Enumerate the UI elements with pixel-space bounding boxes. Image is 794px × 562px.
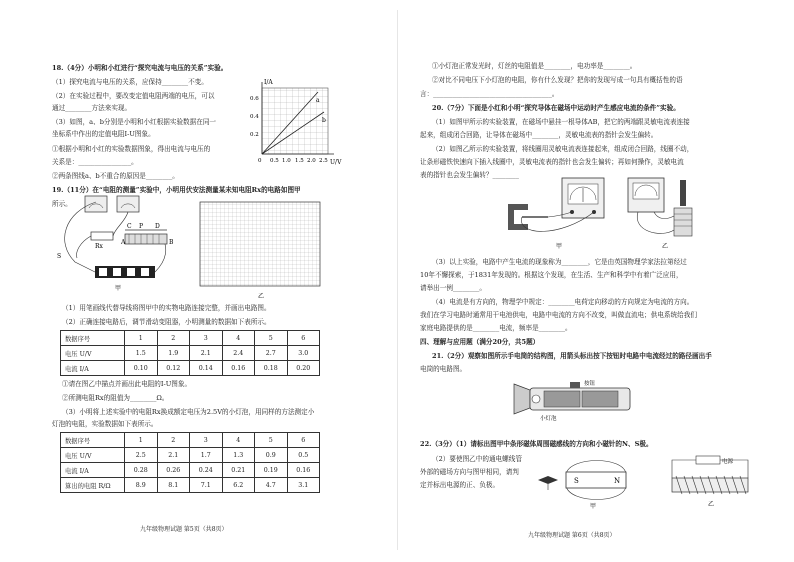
- bar-magnet-icon: [680, 180, 686, 206]
- table-header-cell: 4: [222, 331, 255, 346]
- q20-part1b: 起来，组成闭合回路，让导体在磁场中________，灵敏电流表的指针会发生偏转。: [420, 131, 658, 139]
- table-row: [61, 361, 320, 376]
- q18-x-tick: 2.0: [307, 158, 316, 164]
- table-cell: 0.14: [190, 361, 223, 376]
- table-cell: 2.7: [255, 346, 288, 361]
- q18-line-label-b: b: [322, 117, 326, 124]
- q20-fig-yi-caption: 乙: [662, 243, 669, 250]
- table-row-label: 电流 I/A: [61, 361, 125, 376]
- q21-title: 21.（2分）观察如图所示手电筒的结构图，用箭头标出按下按钮时电路中电流经过的路径画出手: [432, 352, 712, 360]
- battery-icon: [582, 391, 618, 407]
- q22-part2b: 外部的磁场方向与图甲相同，请判: [420, 468, 519, 476]
- q18-y-tick: 0.2: [250, 132, 259, 138]
- q20-title: 20.（7分）下面是小红和小明“探究导体在磁场中运动时产生感应电流的条件”实验。: [432, 104, 680, 112]
- compass-needle-icon: [538, 476, 558, 484]
- table-row: [61, 331, 320, 346]
- table-header-cell: 1: [125, 433, 158, 448]
- q18-x-tick: 0: [258, 158, 262, 164]
- circuit-label-rx: Rx: [95, 243, 103, 250]
- q18-part1: （1）探究电流与电压的关系，应保持________不变。: [52, 78, 208, 86]
- circuit-label-p: P: [139, 223, 144, 230]
- table-cell: 3.1: [287, 478, 320, 493]
- q21-flashlight-figure: [510, 376, 640, 422]
- table-header-cell: 4: [222, 433, 255, 448]
- circuit-label-b: B: [169, 239, 174, 246]
- q18-part3b: 坐标系中作出的定值电阻I-U图象。: [52, 130, 155, 138]
- left-page-footer: 九年级物理试题 第5页（共8页）: [140, 526, 228, 533]
- coil-icon: [674, 208, 692, 236]
- q20-part2c: 表的指针也会发生偏转？________: [420, 171, 519, 179]
- table-header-cell: 5: [255, 433, 288, 448]
- table-cell: 2.4: [222, 346, 255, 361]
- q18-y-tick: 0.4: [250, 114, 259, 120]
- table-header-cell: 数据序号: [61, 433, 125, 448]
- table-cell: 4.7: [255, 478, 288, 493]
- table-cell: 0.12: [157, 361, 190, 376]
- q19-part1: （1）用笔画线代替导线将图甲中的实物电路连接完整，并画出电路图。: [62, 304, 271, 312]
- q22-title: 22.（3分）（1）请标出图甲中条形磁体周围磁感线的方向和小磁针的N、S极。: [420, 440, 653, 448]
- table-header-cell: 6: [287, 331, 320, 346]
- q18-part2a: （2）在实验过程中，要改变定值电阻两端的电压，可以: [52, 92, 215, 100]
- table-cell: 2.5: [125, 448, 158, 463]
- table-header-cell: 1: [125, 331, 158, 346]
- table-cell: 7.1: [190, 478, 223, 493]
- table-cell: 0.26: [157, 463, 190, 478]
- q22-figure-yi: [660, 452, 760, 508]
- q18-x-tick: 0.5: [270, 158, 279, 164]
- table-row: [61, 448, 320, 463]
- page-divider: [397, 10, 398, 550]
- q19-graph-grid: [196, 200, 326, 300]
- circuit-label-d: D: [155, 223, 160, 230]
- q18-x-axis-label: U/V: [330, 159, 342, 166]
- table-cell: 1.7: [190, 448, 223, 463]
- q22-part2a: （2）要使图乙中的通电螺线管: [432, 455, 522, 463]
- flashlight-icon: [514, 384, 530, 414]
- magnet-s-pole: S: [574, 477, 579, 485]
- q22-fig-yi-caption: 乙: [708, 501, 715, 508]
- q20-figure-yi: [622, 176, 712, 252]
- q18-part3c: ①根据小明和小红的实验数据图象，得出电流与电压的: [52, 145, 211, 153]
- right-top-line2: ②对比不同电压下小灯泡的电阻，你有什么发现？把你的发现写成一句具有概括性的语: [432, 76, 683, 84]
- table-cell: 8.1: [157, 478, 190, 493]
- table-header-cell: 5: [255, 331, 288, 346]
- q18-part3a: （3）如图，a、b分别是小明和小红根据实验数据在同一: [52, 118, 217, 126]
- q18-x-tick: 2.5: [319, 158, 328, 164]
- table-cell: 0.21: [222, 463, 255, 478]
- circuit-label-c: C: [127, 223, 132, 230]
- q18-line-label-a: a: [316, 97, 320, 104]
- q19-question1: ①请在图乙中描点并画出此电阻的I-U图象。: [62, 380, 192, 388]
- q18-y-axis-label: I/A: [264, 79, 273, 86]
- q20-part1a: （1）如图甲所示的实验装置，在磁场中悬挂一根导体AB，把它的两端跟灵敏电流表连接: [432, 118, 690, 126]
- table-header-cell: 3: [190, 433, 223, 448]
- q20-part3a: （3）以上实验，电路中产生电流的现象称为________，它是由英国物理学家法拉第经过: [432, 258, 687, 266]
- table-header-cell: 2: [157, 331, 190, 346]
- table-cell: 0.24: [190, 463, 223, 478]
- table-header-cell: 3: [190, 331, 223, 346]
- battery-icon: [544, 391, 580, 407]
- power-source-icon: [696, 456, 720, 464]
- rheostat-icon: [125, 234, 167, 244]
- resistor-icon: [91, 232, 113, 240]
- q20-part2b: 让条形磁铁快速向下插入线圈中，灵敏电流表的指针也会发生偏转；再如何操作，灵敏电流: [420, 158, 684, 166]
- table-cell: 0.16: [287, 463, 320, 478]
- right-page-footer: 九年级物理试题 第6页（共8页）: [528, 532, 616, 539]
- table-cell: 0.10: [125, 361, 158, 376]
- right-top-line3: 言：____________________________________。: [420, 90, 559, 98]
- right-top-line1: ①小灯泡正常发光时，灯丝的电阻值是________，电功率是________。: [432, 62, 637, 70]
- table-cell: 1.3: [222, 448, 255, 463]
- q19-title2: 所示。: [52, 200, 72, 208]
- table-cell: 0.20: [287, 361, 320, 376]
- q19-circuit-figure: [55, 192, 175, 292]
- button-icon: [570, 382, 580, 388]
- table-cell: 0.9: [255, 448, 288, 463]
- table-row-label: 电压 U/V: [61, 346, 125, 361]
- table-cell: 0.5: [287, 448, 320, 463]
- table-row: [61, 433, 320, 448]
- table-cell: 2.1: [190, 346, 223, 361]
- table-cell: 1.5: [125, 346, 158, 361]
- q19-part3b: 灯泡的电阻，实验数据如下表所示。: [52, 420, 158, 428]
- q21-title2: 电筒的电路图。: [420, 365, 467, 373]
- table-cell: 0.16: [222, 361, 255, 376]
- table-row-label: 电压 U/V: [61, 448, 125, 463]
- table-cell: 6.2: [222, 478, 255, 493]
- q18-part3d: 关系是：________________。: [52, 158, 138, 166]
- magnet-n-pole: N: [614, 477, 621, 485]
- table-cell: 3.0: [287, 346, 320, 361]
- q19-fig-yi-caption: 乙: [258, 293, 265, 300]
- q22-figure-jia: [530, 452, 640, 508]
- table-cell: 0.28: [125, 463, 158, 478]
- q20-part4c: 家庭电路提供的是________电流，频率是________。: [420, 324, 572, 332]
- q22-part2c: 定并标出电源的正、负极。: [420, 481, 500, 489]
- table-cell: 0.19: [255, 463, 288, 478]
- circuit-label-a: A: [121, 239, 126, 246]
- q19-title: 19.（11分）在“电阻的测量”实验中，小明用伏安法测量某未知电阻Rx的电路如图甲: [52, 186, 301, 194]
- q20-fig-jia-caption: 甲: [556, 243, 563, 250]
- q21-bulb-label: 小灯泡: [540, 416, 557, 422]
- table-row: [61, 478, 320, 493]
- q19-fig-jia-caption: 甲: [115, 285, 122, 292]
- table-row-label: 电流 I/A: [61, 463, 125, 478]
- table-row-label: 算出的电阻 R/Ω: [61, 478, 125, 493]
- q18-y-tick: 0.6: [250, 96, 259, 102]
- q19-table2: [60, 432, 320, 493]
- q20-part3b: 10年不懈探索，于1831年发现的。根据这个发现，在生活、生产和科学中有着广泛应用，: [420, 271, 683, 279]
- q20-part2a: （2）如图乙所示的实验装置，将线圈用灵敏电流表连接起来，组成闭合回路，线圈不动，: [432, 145, 694, 153]
- q21-button-label: 按钮: [584, 381, 596, 387]
- bulb-icon: [532, 395, 540, 403]
- q20-part3c: 请举出一例________。: [420, 284, 486, 292]
- q18-x-tick: 1.5: [295, 158, 304, 164]
- circuit-label-s: S: [57, 253, 62, 260]
- q19-question2: ②所测电阻Rx的阻值为________Ω。: [62, 394, 169, 402]
- table-row: [61, 346, 320, 361]
- q20-figure-jia: [500, 176, 620, 252]
- section-4-heading: 四、理解与应用题（满分20分，共5题）: [420, 338, 540, 346]
- q18-x-tick: 1.0: [282, 158, 291, 164]
- q19-table1: [60, 330, 320, 376]
- table-cell: 0.18: [255, 361, 288, 376]
- q18-part3e: ②两条图线a、b不重合的原因是________。: [52, 172, 179, 180]
- q22-power-source-label: 电源: [722, 459, 734, 465]
- q18-part2b: 通过________方法来实现。: [52, 104, 132, 112]
- q19-part3a: （3）小明将上述实验中的电阻Rx换成额定电压为2.5V的小灯泡，用同样的方法测定小: [62, 408, 315, 416]
- table-cell: 8.9: [125, 478, 158, 493]
- q18-iu-graph: [250, 78, 340, 170]
- q22-fig-jia-caption: 甲: [590, 503, 597, 510]
- table-cell: 1.9: [157, 346, 190, 361]
- table-header-cell: 2: [157, 433, 190, 448]
- table-header-cell: 6: [287, 433, 320, 448]
- table-row: [61, 463, 320, 478]
- q18-title: 18.（4分）小明和小红进行“探究电流与电压的关系”实验。: [52, 64, 228, 72]
- table-header-cell: 数据序号: [61, 331, 125, 346]
- q19-part2: （2）正确连接电路后，调节滑动变阻器，小明测量的数据如下表所示。: [62, 318, 271, 326]
- table-cell: 2.1: [157, 448, 190, 463]
- q20-part4a: （4）电流是有方向的，物理学中规定：________电荷定向移动的方向规定为电流的方向。: [432, 298, 694, 306]
- q20-part4b: 我们在学习电路时通常用干电池供电，电路中电流的方向不改变，叫做直流电；供电系统给我们: [420, 311, 697, 319]
